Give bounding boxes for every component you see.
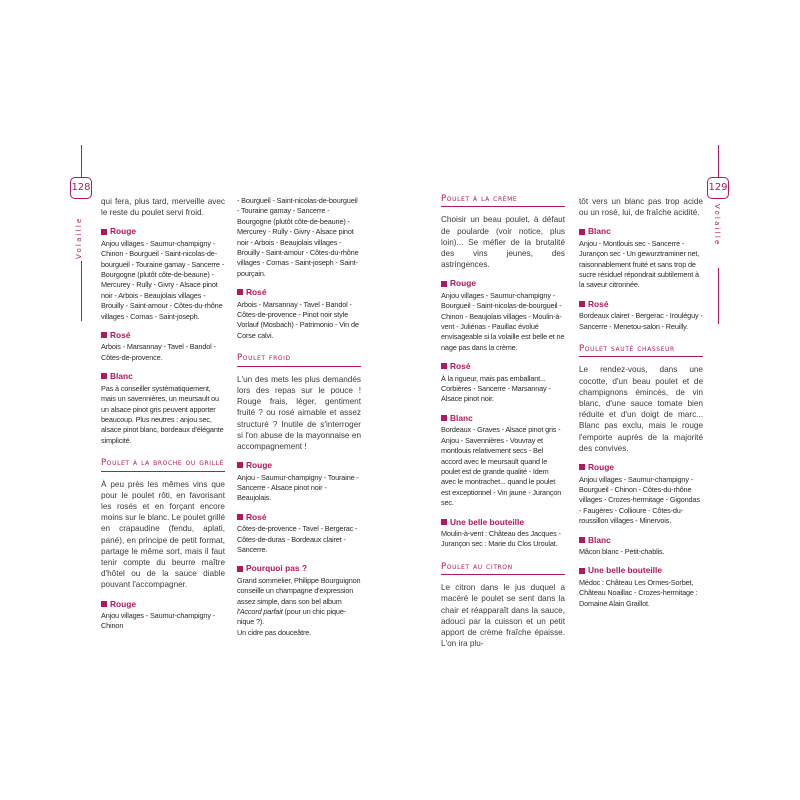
col4-rose-text: Bordeaux clairet - Bergerac - Irouléguy - Sancerre - Menetou-salon - Reuilly. [579,311,703,331]
col4-rouge-heading: Rouge [579,462,703,472]
column-2 [237,196,361,642]
col1-rose-text: Arbois - Marsannay - Tavel - Bandol - Côtes-de-provence. [101,342,216,362]
col2-rose2-text: Côtes-de-provence - Tavel - Bergerac - Côtes-de-duras - Bordeaux clairet - Sancerre. [237,524,358,554]
col2-rose-heading: Rosé [237,287,361,297]
col2-section-text: L'un des mets les plus demandés lors des repas sur le pouce ! Rouge frais, léger, gentiment fruité ? ou rosé aimable et assez structuré ? Inutile de s'interroger si l'on abuse de la mayonnaise en accompagnement ! [237,374,361,451]
col1-section-text: À peu près les mêmes vins que pour le poulet rôti, en favorisant les rosés et en forçant encore moins sur le blanc. Le poulet grillé en crapaudine (fendu, aplati, pané), en principe de petit format, partage le même sort, mais il faut tenir compte du beurre maître d'hôtel ou de la sauce diable pouvant l'accompagner. [101,479,225,590]
bullet-square-icon [579,464,585,470]
col3-section2-title: Poulet au citron [441,562,565,575]
right-margin-line-top [718,145,719,177]
col2-rose2-heading: Rosé [237,512,361,522]
side-label-right: Volaille [713,204,721,247]
col4-blanc2-text: Mâcon blanc - Petit-chablis. [579,546,665,556]
col1-section-title: Poulet à la broche ou grillé [101,458,225,471]
col1-blanc-text: Pas à conseiller systématiquement, mais un savennières, un meursault ou un alsace pinot gris peuvent apporter beaucoup. Plus neutres : anjou sec, alsace pinot blanc, bordeaux d'élégante simplicité. [101,383,224,445]
col4-rouge-text: Anjou villages - Saumur-champigny - Bourgueil - Chinon - Côtes-du-rhône villages - Crozes-hermitage - Gigondas - Faugères - Collioure - Côtes-du-roussillon villages - Minervois. [579,474,700,526]
col4-bouteille-heading: Une belle bouteille [579,565,703,575]
col1-intro: qui fera, plus tard, merveille avec le reste du poulet servi froid. [101,197,225,218]
col4-blanc2-heading: Blanc [579,535,703,545]
col3-blanc-heading: Blanc [441,413,565,423]
bullet-square-icon [237,566,243,572]
col3-blanc-text: Bordeaux - Graves - Alsace pinot gris - Anjou - Savennières - Vouvray et montlouis relativement secs - Bel accord avec le meursault quand le poulet est de grande qualité - Idem avec le montrachet... quand le poulet est exceptionnel - Vin jaune - Jurançon sec. [441,425,562,508]
col2-pourquoi-heading: Pourquoi pas ? [237,563,361,573]
col3-section-title: Poulet à la crème [441,194,565,207]
bullet-square-icon [237,289,243,295]
bullet-square-icon [579,537,585,543]
bullet-square-icon [237,514,243,520]
page-number-left: 128 [70,177,92,199]
col3-section2-text: Le citron dans le jus duquel a macéré le poulet se sent dans la chair et réapparaît dans la sauce, adouci par la cuisson et un petit apport de crème fraîche épaisse. L'on ira plu- [441,583,565,649]
column-4 [579,196,703,613]
col2-rouge-text: Anjou - Saumur-champigny - Touraine - Sancerre - Alsace pinot noir - Beaujolais. [237,472,359,503]
col2-rouge-heading: Rouge [237,460,361,470]
col1-rose-heading: Rosé [101,330,225,340]
bullet-square-icon [101,373,107,379]
col3-bouteille-heading: Une belle bouteille [441,517,565,527]
col1-rouge2-text: Anjou villages - Saumur-champigny - Chinon [101,610,215,631]
bullet-square-icon [101,601,107,607]
col2-section-title: Poulet froid [237,353,361,366]
col1-rouge2-heading: Rouge [101,599,225,609]
col4-intro: tôt vers un blanc pas trop acide ou un rosé, lui, de fraîche acidité. [579,197,703,218]
bullet-square-icon [101,229,107,235]
col2-rose-text: Arbois - Marsannay - Tavel - Bandol - Côtes-de-provence - Pinot noir style Vorlauf (Mosbach) - Patrimonio - Vin de Corse calvi. [237,299,359,340]
col3-section-text: Choisir un beau poulet, à défaut de poularde (voir notice, plus loin)... Se méfier de la brutalité des vins jeunes, des astringences. [441,215,565,270]
col1-rouge-heading: Rouge [101,226,225,236]
col1-rouge-text: Anjou villages - Saumur-champigny - Chinon - Bourgueil - Saint-nicolas-de-bourgueil - Touraine gamay - Sancerre - Bourgogne (plutôt côte-de-beaune) - Mercurey - Rully - Givry - Alsace pinot noir - Arbois - Beaujolais villages - Brouilly - Saint-amour - Côtes-du-rhône villages - Cornas - Saint-joseph. [101,238,224,321]
col3-rose-heading: Rosé [441,361,565,371]
page-number-right: 129 [707,177,729,199]
left-margin-line-bottom [81,261,82,321]
col3-rose-text: À la rigueur, mais pas emballant... Corbières - Sancerre - Marsannay - Alsace pinot noir. [441,373,551,404]
col4-blanc-text: Anjou - Montlouis sec - Sancerre - Jurançon sec - Un gewurztraminer net, raisonnablement fruité et sans trop de sucre résiduel répondrait subtilement à la saveur citronnée. [579,238,700,290]
bullet-square-icon [237,462,243,468]
bullet-square-icon [441,363,447,369]
left-margin-line-top [81,145,82,177]
col4-blanc-heading: Blanc [579,226,703,236]
bullet-square-icon [579,568,585,574]
right-margin-line-bottom [718,268,719,324]
col2-pourquoi-text: Grand sommelier, Philippe Bourguignon conseille un champagne d'expression assez simple, dans son bel album l'Accord parfait (pour un chic pique-nique ?). Un cidre pas douceâtre. [237,575,361,637]
bullet-square-icon [441,281,447,287]
col4-section-title: Poulet sauté chasseur [579,344,703,357]
col3-rouge-heading: Rouge [441,278,565,288]
bullet-square-icon [579,301,585,307]
column-3 [441,186,565,653]
bullet-square-icon [579,229,585,235]
col3-rouge-text: Anjou villages - Saumur-champigny - Bourgueil - Saint-nicolas-de-bourgueil - Chinon - Beaujolais villages - Moulin-à-vent - Juliénas - Pauillac évolué envisageable si la volaille est belle et ne nage pas dans la crème. [441,290,565,352]
col4-bouteille-text: Médoc : Château Les Ormes-Sorbet, Château Noaillac - Crozes-hermitage : Domaine Alain Graillot. [579,577,698,608]
col2-intro: - Bourgueil - Saint-nicolas-de-bourgueil - Touraine gamay - Sancerre - Bourgogne (plutôt côte-de-beaune) - Mercurey - Rully - Givry - Alsace pinot noir - Arbois - Beaujolais villages - Brouilly - Saint-amour - Côtes-du-rhône villages - Cornas - Saint-joseph - Saint-pourçain. [237,196,359,278]
col3-bouteille-text: Moulin-à-vent : Château des Jacques - Jurançon sec : Marie du Clos Uroulat. [441,528,561,549]
col1-blanc-heading: Blanc [101,371,225,381]
column-1 [101,196,225,636]
side-label-left: Volaille [75,216,83,259]
bullet-square-icon [441,415,447,421]
bullet-square-icon [101,332,107,338]
col4-rose-heading: Rosé [579,299,703,309]
bullet-square-icon [441,519,447,525]
col4-section-text: Le rendez-vous, dans une cocotte, d'un beau poulet et de champignons émincés, de vin blanc, d'une sauce tomate bien réduite et d'un doigt de marc... Blanc pas exclu, mais le rouge l'emporte auprès de la majorité des convives. [579,365,703,453]
